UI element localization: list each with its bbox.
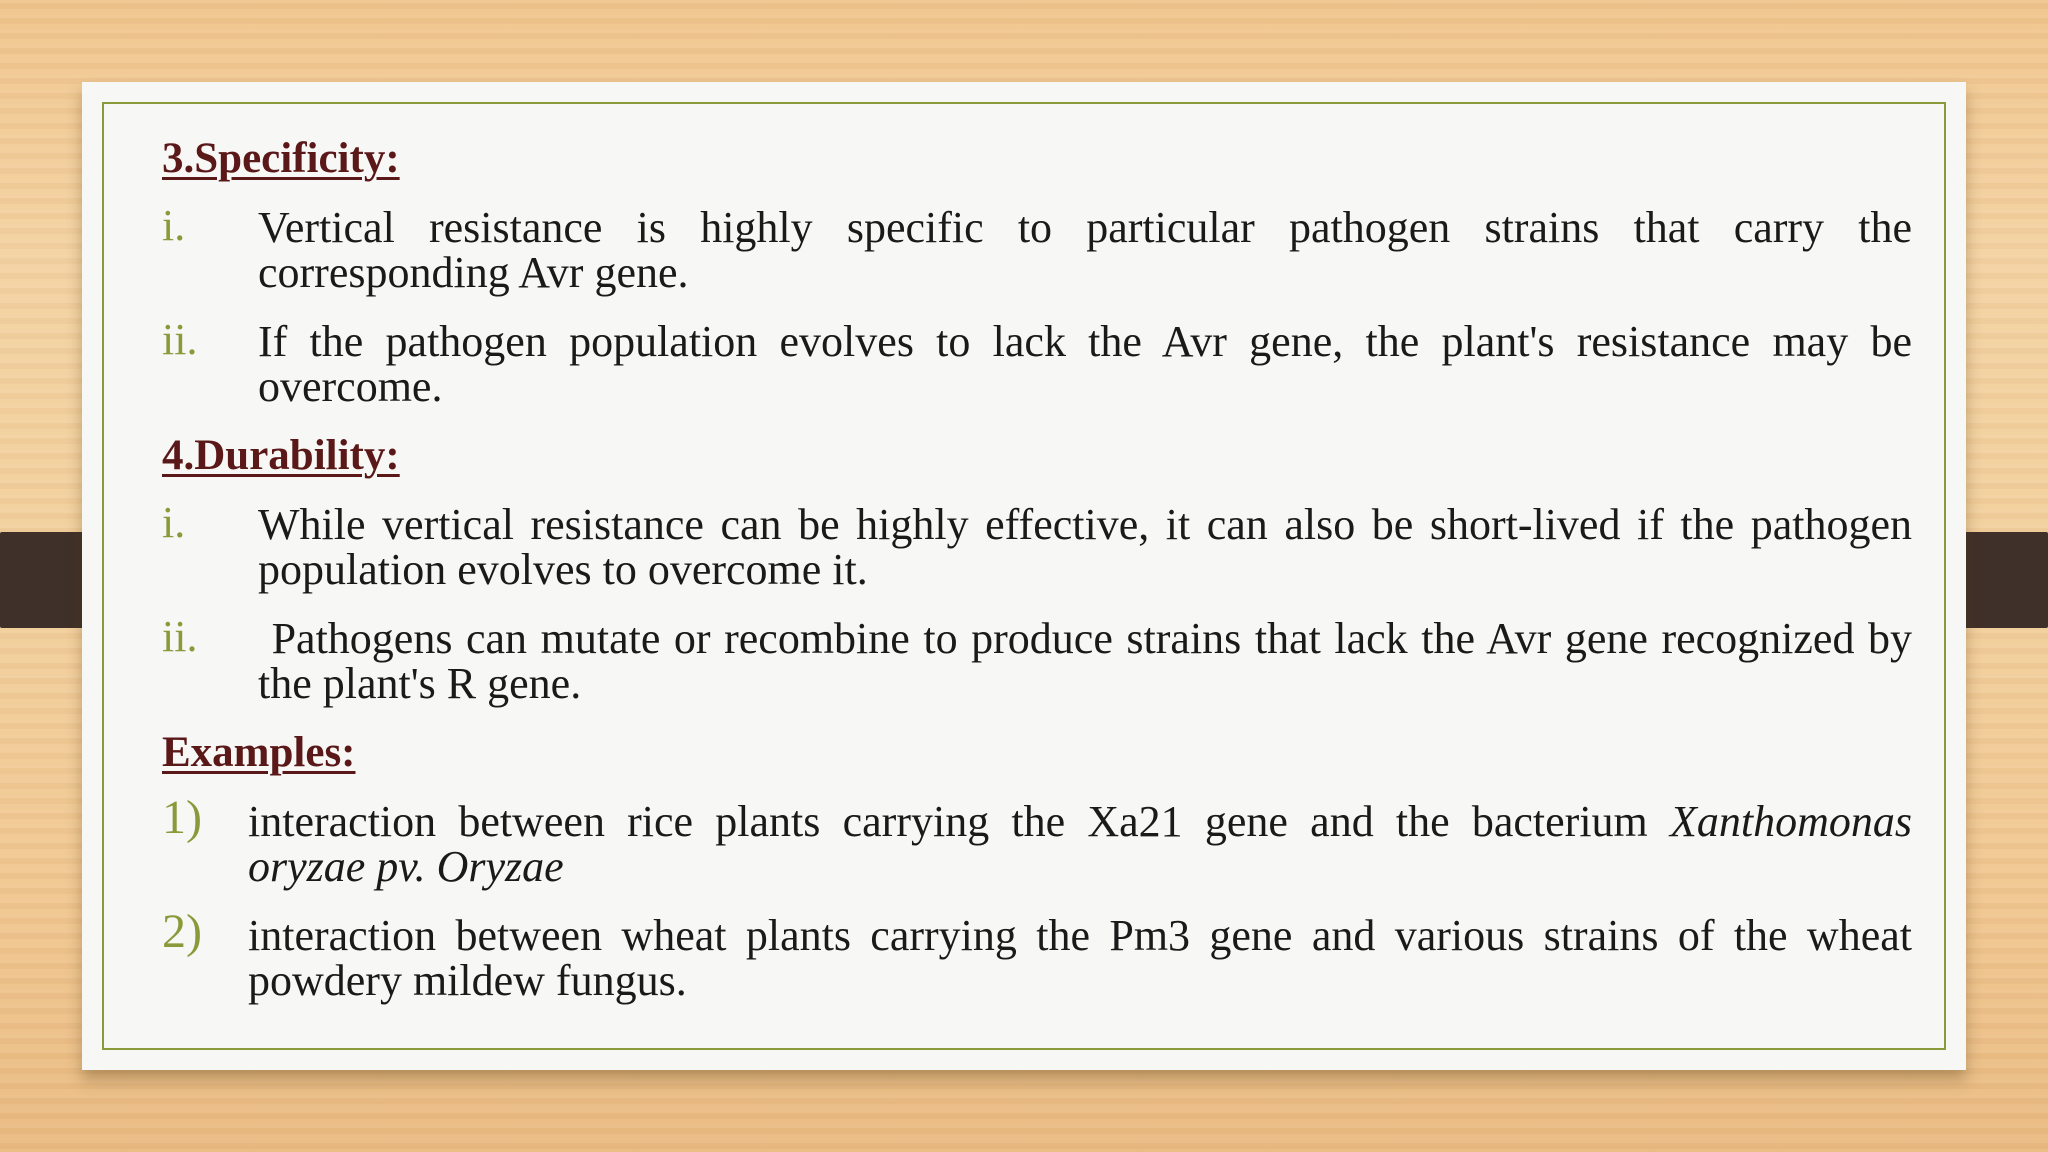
list-item-text: interaction between wheat plants carrying the Pm3 gene and various strains of the wheat powdery mildew fungus. — [248, 911, 1912, 1005]
list-item-text: If the pathogen population evolves to lack the Avr gene, the plant's resistance may be overcome. — [258, 317, 1912, 411]
examples-heading: Examples: — [162, 729, 356, 776]
durability-heading: 4.Durability: — [162, 432, 400, 479]
list-marker: i. — [162, 201, 186, 250]
list-marker: i. — [162, 498, 186, 547]
list-marker: 1) — [162, 791, 202, 844]
list-item-text: Pathogens can mutate or recombine to produce strains that lack the Avr gene recognized by the plant's R gene. — [258, 614, 1924, 708]
list-item-text — [248, 799, 1912, 889]
species-name: Xanthomonas oryzae pv. Oryzae — [248, 797, 1912, 891]
example-text: interaction between rice plants carrying the Xa21 gene and the bacterium — [248, 797, 1670, 846]
list-marker: ii. — [162, 315, 198, 364]
list-item-text: While vertical resistance can be highly effective, it can also be short-lived if the pathogen population evolves to overcome it. — [258, 500, 1912, 594]
list-marker: 2) — [162, 905, 202, 958]
list-item-text: Vertical resistance is highly specific to particular pathogen strains that carry the corresponding Avr gene. — [258, 203, 1912, 297]
slide-card — [82, 82, 1966, 1070]
specificity-heading: 3.Specificity: — [162, 135, 400, 182]
list-marker: ii. — [162, 612, 198, 661]
